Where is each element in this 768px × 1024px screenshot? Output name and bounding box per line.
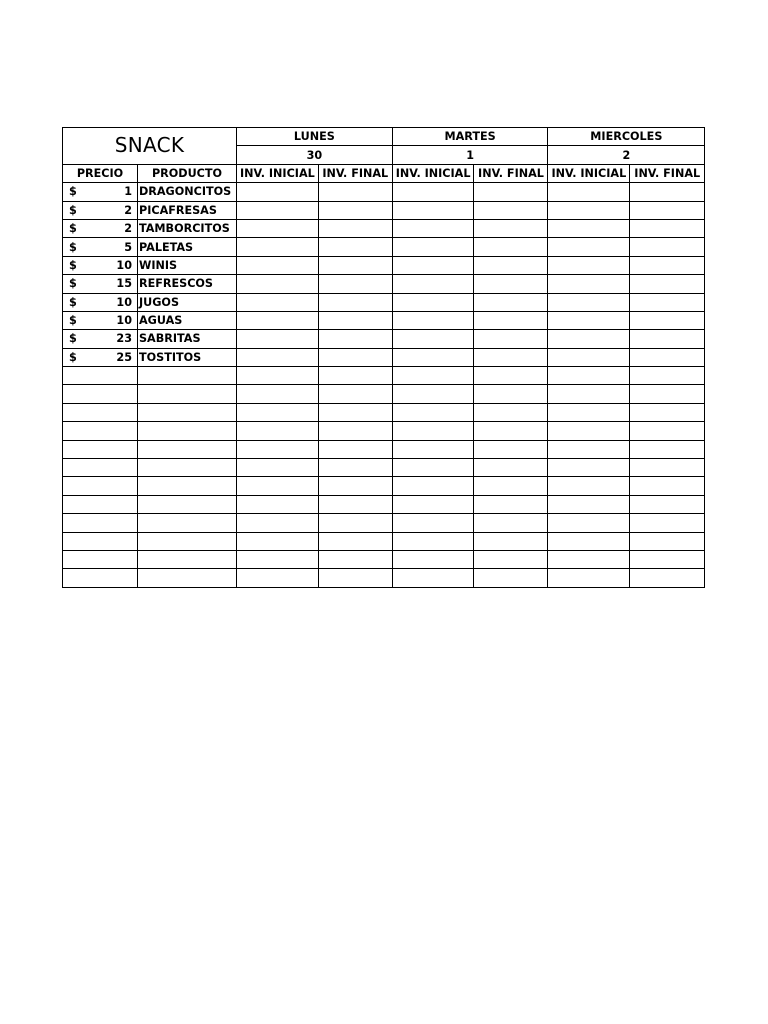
product-name: JUGOS <box>139 295 179 309</box>
inv-final-lunes-cell[interactable] <box>318 477 392 495</box>
inv-final-martes-cell[interactable] <box>474 219 548 237</box>
inv-final-lunes-cell[interactable] <box>318 403 392 421</box>
inv-final-lunes-cell[interactable] <box>318 293 392 311</box>
inv-final-miercoles-cell[interactable] <box>630 550 705 568</box>
inv-inicial-martes-cell[interactable] <box>392 514 474 532</box>
inv-inicial-lunes-cell[interactable] <box>237 293 319 311</box>
inv-inicial-lunes-cell[interactable] <box>237 550 319 568</box>
product-cell[interactable] <box>138 367 237 385</box>
header-inv-final-miercoles: INV. FINAL <box>630 164 705 182</box>
price-cell[interactable] <box>63 348 138 366</box>
product-cell[interactable] <box>138 477 237 495</box>
inv-inicial-martes-cell[interactable] <box>392 293 474 311</box>
empty-row <box>63 569 705 587</box>
inv-final-lunes-cell[interactable] <box>318 569 392 587</box>
inv-final-miercoles-cell[interactable] <box>630 477 705 495</box>
inv-inicial-lunes-cell[interactable] <box>237 219 319 237</box>
table-row <box>63 201 705 219</box>
day-date-miercoles: 2 <box>548 146 705 164</box>
inv-final-lunes-cell[interactable] <box>318 532 392 550</box>
inv-inicial-lunes-cell[interactable] <box>237 495 319 513</box>
empty-row <box>63 514 705 532</box>
product-name: REFRESCOS <box>139 277 213 291</box>
inv-final-martes-cell[interactable] <box>474 275 548 293</box>
inv-final-martes-cell[interactable] <box>474 293 548 311</box>
inv-inicial-martes-cell[interactable] <box>392 256 474 274</box>
inv-final-miercoles-cell[interactable] <box>630 275 705 293</box>
product-name: TAMBORCITOS <box>139 222 230 236</box>
inv-final-lunes-cell[interactable] <box>318 422 392 440</box>
table-row <box>63 293 705 311</box>
price-value: 2 <box>124 203 132 217</box>
inv-final-martes-cell[interactable] <box>474 440 548 458</box>
header-row-columns <box>63 164 705 182</box>
product-cell[interactable] <box>138 403 237 421</box>
inv-inicial-martes-cell[interactable] <box>392 422 474 440</box>
product-cell[interactable] <box>138 330 237 348</box>
price-cell[interactable] <box>63 201 138 219</box>
inv-inicial-martes-cell[interactable] <box>392 495 474 513</box>
inv-final-lunes-cell[interactable] <box>318 183 392 201</box>
inv-final-lunes-cell[interactable] <box>318 440 392 458</box>
price-cell[interactable] <box>63 459 138 477</box>
inv-inicial-lunes-cell[interactable] <box>237 403 319 421</box>
inv-inicial-miercoles-cell[interactable] <box>548 348 630 366</box>
inv-inicial-martes-cell[interactable] <box>392 238 474 256</box>
inv-final-miercoles-cell[interactable] <box>630 238 705 256</box>
product-name: SABRITAS <box>139 332 201 346</box>
price-cell[interactable] <box>63 477 138 495</box>
inv-inicial-lunes-cell[interactable] <box>237 459 319 477</box>
inv-inicial-miercoles-cell[interactable] <box>548 422 630 440</box>
inv-inicial-martes-cell[interactable] <box>392 219 474 237</box>
price-cell[interactable] <box>63 330 138 348</box>
inv-final-martes-cell[interactable] <box>474 477 548 495</box>
inv-final-martes-cell[interactable] <box>474 550 548 568</box>
table-row <box>63 348 705 366</box>
price-cell[interactable] <box>63 311 138 329</box>
product-cell[interactable] <box>138 219 237 237</box>
header-inv-inicial-martes: INV. INICIAL <box>392 164 474 182</box>
inv-final-martes-cell[interactable] <box>474 183 548 201</box>
price-value: 1 <box>124 185 132 199</box>
inv-final-miercoles-cell[interactable] <box>630 256 705 274</box>
inv-inicial-lunes-cell[interactable] <box>237 330 319 348</box>
inv-final-lunes-cell[interactable] <box>318 495 392 513</box>
price-value: 5 <box>124 240 132 254</box>
table-row <box>63 275 705 293</box>
product-cell[interactable] <box>138 238 237 256</box>
inv-inicial-martes-cell[interactable] <box>392 330 474 348</box>
product-cell[interactable] <box>138 311 237 329</box>
inv-inicial-lunes-cell[interactable] <box>237 201 319 219</box>
price-cell[interactable] <box>63 293 138 311</box>
inv-final-miercoles-cell[interactable] <box>630 514 705 532</box>
product-cell[interactable] <box>138 183 237 201</box>
inv-inicial-miercoles-cell[interactable] <box>548 385 630 403</box>
inv-final-lunes-cell[interactable] <box>318 238 392 256</box>
price-cell[interactable] <box>63 385 138 403</box>
inv-final-martes-cell[interactable] <box>474 348 548 366</box>
currency-symbol: $ <box>69 314 77 328</box>
header-inv-final-lunes: INV. FINAL <box>318 164 392 182</box>
inv-final-martes-cell[interactable] <box>474 385 548 403</box>
inv-final-martes-cell[interactable] <box>474 514 548 532</box>
inv-final-lunes-cell[interactable] <box>318 514 392 532</box>
product-name: WINIS <box>139 258 178 272</box>
inv-inicial-miercoles-cell[interactable] <box>548 256 630 274</box>
inv-final-lunes-cell[interactable] <box>318 311 392 329</box>
inv-final-miercoles-cell[interactable] <box>630 311 705 329</box>
price-cell[interactable] <box>63 367 138 385</box>
inv-final-lunes-cell[interactable] <box>318 459 392 477</box>
header-inv-inicial-lunes: INV. INICIAL <box>237 164 319 182</box>
inv-inicial-miercoles-cell[interactable] <box>548 330 630 348</box>
product-cell[interactable] <box>138 348 237 366</box>
inv-final-lunes-cell[interactable] <box>318 256 392 274</box>
product-cell[interactable] <box>138 385 237 403</box>
inv-inicial-miercoles-cell[interactable] <box>548 367 630 385</box>
inv-final-miercoles-cell[interactable] <box>630 201 705 219</box>
inv-inicial-martes-cell[interactable] <box>392 403 474 421</box>
table-row <box>63 311 705 329</box>
price-cell[interactable] <box>63 495 138 513</box>
product-name: DRAGONCITOS <box>139 185 232 199</box>
inv-final-martes-cell[interactable] <box>474 311 548 329</box>
empty-row <box>63 459 705 477</box>
inv-inicial-lunes-cell[interactable] <box>237 256 319 274</box>
inv-inicial-lunes-cell[interactable] <box>237 367 319 385</box>
inv-inicial-lunes-cell[interactable] <box>237 477 319 495</box>
inv-inicial-martes-cell[interactable] <box>392 275 474 293</box>
price-cell[interactable] <box>63 569 138 587</box>
inv-inicial-miercoles-cell[interactable] <box>548 569 630 587</box>
price-cell[interactable] <box>63 238 138 256</box>
inv-final-martes-cell[interactable] <box>474 238 548 256</box>
header-producto: PRODUCTO <box>138 164 237 182</box>
inv-final-miercoles-cell[interactable] <box>630 422 705 440</box>
product-name: PICAFRESAS <box>139 203 217 217</box>
inv-inicial-miercoles-cell[interactable] <box>548 293 630 311</box>
price-value: 15 <box>116 277 132 291</box>
price-value: 23 <box>116 332 132 346</box>
inv-inicial-miercoles-cell[interactable] <box>548 275 630 293</box>
inv-inicial-lunes-cell[interactable] <box>237 569 319 587</box>
header-row-days <box>63 128 705 146</box>
inv-inicial-martes-cell[interactable] <box>392 201 474 219</box>
product-cell[interactable] <box>138 293 237 311</box>
inv-final-miercoles-cell[interactable] <box>630 495 705 513</box>
header-inv-inicial-miercoles: INV. INICIAL <box>548 164 630 182</box>
product-cell[interactable] <box>138 550 237 568</box>
inv-inicial-lunes-cell[interactable] <box>237 440 319 458</box>
product-cell[interactable] <box>138 201 237 219</box>
snack-inventory-table <box>62 127 705 588</box>
inv-inicial-lunes-cell[interactable] <box>237 275 319 293</box>
currency-symbol: $ <box>69 258 77 272</box>
inv-final-miercoles-cell[interactable] <box>630 403 705 421</box>
empty-row <box>63 440 705 458</box>
inv-final-martes-cell[interactable] <box>474 201 548 219</box>
inv-inicial-martes-cell[interactable] <box>392 348 474 366</box>
price-value: 10 <box>116 258 132 272</box>
inv-final-martes-cell[interactable] <box>474 495 548 513</box>
inv-inicial-martes-cell[interactable] <box>392 477 474 495</box>
inv-inicial-lunes-cell[interactable] <box>237 532 319 550</box>
inv-inicial-lunes-cell[interactable] <box>237 238 319 256</box>
table-row <box>63 219 705 237</box>
empty-row <box>63 532 705 550</box>
price-cell[interactable] <box>63 275 138 293</box>
inv-final-lunes-cell[interactable] <box>318 367 392 385</box>
inv-final-miercoles-cell[interactable] <box>630 569 705 587</box>
price-cell[interactable] <box>63 422 138 440</box>
inv-inicial-martes-cell[interactable] <box>392 385 474 403</box>
inv-final-miercoles-cell[interactable] <box>630 219 705 237</box>
empty-row <box>63 495 705 513</box>
price-cell[interactable] <box>63 183 138 201</box>
day-name-miercoles: MIERCOLES <box>548 128 705 146</box>
inv-inicial-martes-cell[interactable] <box>392 367 474 385</box>
inv-inicial-miercoles-cell[interactable] <box>548 201 630 219</box>
price-value: 2 <box>124 222 132 236</box>
inv-inicial-miercoles-cell[interactable] <box>548 219 630 237</box>
sheet-title: SNACK <box>63 128 237 165</box>
header-inv-final-martes: INV. FINAL <box>474 164 548 182</box>
price-value: 10 <box>116 314 132 328</box>
product-name: AGUAS <box>139 314 183 328</box>
inv-inicial-martes-cell[interactable] <box>392 550 474 568</box>
inv-inicial-miercoles-cell[interactable] <box>548 514 630 532</box>
inv-inicial-miercoles-cell[interactable] <box>548 459 630 477</box>
price-cell[interactable] <box>63 256 138 274</box>
inv-final-miercoles-cell[interactable] <box>630 183 705 201</box>
inv-inicial-miercoles-cell[interactable] <box>548 311 630 329</box>
inv-final-miercoles-cell[interactable] <box>630 330 705 348</box>
inv-final-miercoles-cell[interactable] <box>630 348 705 366</box>
inv-final-lunes-cell[interactable] <box>318 219 392 237</box>
empty-row <box>63 367 705 385</box>
inv-inicial-martes-cell[interactable] <box>392 532 474 550</box>
inv-final-martes-cell[interactable] <box>474 330 548 348</box>
empty-row <box>63 403 705 421</box>
header-precio: PRECIO <box>63 164 138 182</box>
inv-inicial-martes-cell[interactable] <box>392 569 474 587</box>
price-value: 10 <box>116 295 132 309</box>
day-date-martes: 1 <box>392 146 548 164</box>
product-cell[interactable] <box>138 275 237 293</box>
product-cell[interactable] <box>138 422 237 440</box>
inv-inicial-miercoles-cell[interactable] <box>548 477 630 495</box>
inv-inicial-lunes-cell[interactable] <box>237 311 319 329</box>
day-date-lunes: 30 <box>237 146 393 164</box>
currency-symbol: $ <box>69 203 77 217</box>
product-cell[interactable] <box>138 256 237 274</box>
table-row <box>63 183 705 201</box>
inv-final-miercoles-cell[interactable] <box>630 367 705 385</box>
currency-symbol: $ <box>69 222 77 236</box>
inv-final-martes-cell[interactable] <box>474 367 548 385</box>
price-cell[interactable] <box>63 219 138 237</box>
currency-symbol: $ <box>69 295 77 309</box>
inv-inicial-martes-cell[interactable] <box>392 440 474 458</box>
inv-inicial-miercoles-cell[interactable] <box>548 440 630 458</box>
inv-final-martes-cell[interactable] <box>474 403 548 421</box>
price-cell[interactable] <box>63 514 138 532</box>
empty-row <box>63 385 705 403</box>
product-name: PALETAS <box>139 240 194 254</box>
inv-inicial-miercoles-cell[interactable] <box>548 495 630 513</box>
inv-final-martes-cell[interactable] <box>474 422 548 440</box>
inv-inicial-lunes-cell[interactable] <box>237 514 319 532</box>
price-cell[interactable] <box>63 440 138 458</box>
currency-symbol: $ <box>69 332 77 346</box>
day-name-martes: MARTES <box>392 128 548 146</box>
inv-final-lunes-cell[interactable] <box>318 385 392 403</box>
currency-symbol: $ <box>69 350 77 364</box>
inv-inicial-martes-cell[interactable] <box>392 459 474 477</box>
product-cell[interactable] <box>138 440 237 458</box>
inv-final-lunes-cell[interactable] <box>318 201 392 219</box>
inv-final-martes-cell[interactable] <box>474 459 548 477</box>
inv-inicial-lunes-cell[interactable] <box>237 348 319 366</box>
table-row <box>63 330 705 348</box>
inv-inicial-lunes-cell[interactable] <box>237 422 319 440</box>
product-cell[interactable] <box>138 459 237 477</box>
product-cell[interactable] <box>138 532 237 550</box>
inv-inicial-miercoles-cell[interactable] <box>548 550 630 568</box>
inv-final-martes-cell[interactable] <box>474 569 548 587</box>
table-row <box>63 256 705 274</box>
product-cell[interactable] <box>138 569 237 587</box>
product-cell[interactable] <box>138 514 237 532</box>
empty-row <box>63 477 705 495</box>
product-cell[interactable] <box>138 495 237 513</box>
inv-inicial-martes-cell[interactable] <box>392 311 474 329</box>
currency-symbol: $ <box>69 185 77 199</box>
price-cell[interactable] <box>63 403 138 421</box>
product-name: TOSTITOS <box>139 350 202 364</box>
empty-row <box>63 550 705 568</box>
inv-inicial-martes-cell[interactable] <box>392 183 474 201</box>
inv-inicial-miercoles-cell[interactable] <box>548 532 630 550</box>
inv-final-miercoles-cell[interactable] <box>630 532 705 550</box>
inv-final-lunes-cell[interactable] <box>318 330 392 348</box>
inv-final-martes-cell[interactable] <box>474 532 548 550</box>
inv-final-lunes-cell[interactable] <box>318 348 392 366</box>
inv-final-miercoles-cell[interactable] <box>630 293 705 311</box>
inv-inicial-lunes-cell[interactable] <box>237 385 319 403</box>
currency-symbol: $ <box>69 277 77 291</box>
inv-inicial-miercoles-cell[interactable] <box>548 183 630 201</box>
price-cell[interactable] <box>63 532 138 550</box>
price-value: 25 <box>116 350 132 364</box>
price-cell[interactable] <box>63 550 138 568</box>
inv-inicial-lunes-cell[interactable] <box>237 183 319 201</box>
inv-final-miercoles-cell[interactable] <box>630 385 705 403</box>
currency-symbol: $ <box>69 240 77 254</box>
inv-final-miercoles-cell[interactable] <box>630 459 705 477</box>
inv-final-martes-cell[interactable] <box>474 256 548 274</box>
inv-final-lunes-cell[interactable] <box>318 275 392 293</box>
day-name-lunes: LUNES <box>237 128 393 146</box>
table-row <box>63 238 705 256</box>
inv-final-lunes-cell[interactable] <box>318 550 392 568</box>
inv-inicial-miercoles-cell[interactable] <box>548 238 630 256</box>
product-rows <box>63 183 705 588</box>
inv-inicial-miercoles-cell[interactable] <box>548 403 630 421</box>
inv-final-miercoles-cell[interactable] <box>630 440 705 458</box>
empty-row <box>63 422 705 440</box>
